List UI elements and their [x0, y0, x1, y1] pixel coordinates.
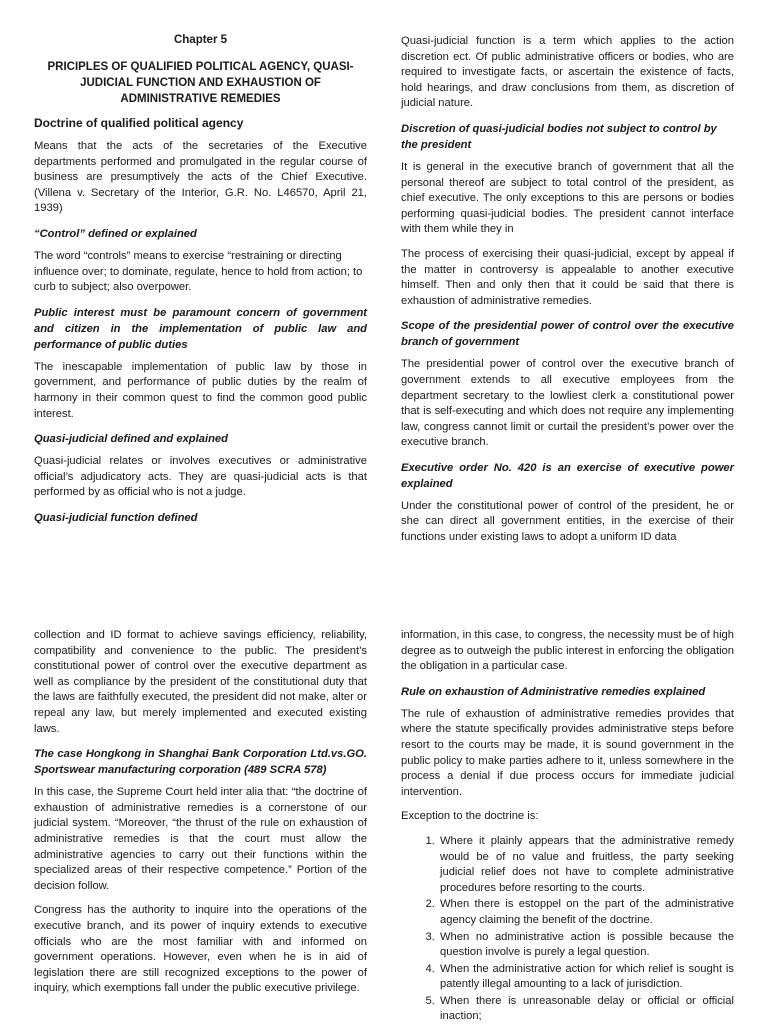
paragraph-rule-exhaustion: The rule of exhaustion of administrative remedies provides that where the statute specifically provides administrative steps before resort to the courts may be made, it is sound government in the public policy to make parties adhere to it, unless somewhere in the process a denial if due process occurs for immediate judicial intervention.	[401, 707, 734, 798]
paragraph-process: The process of exercising their quasi-judicial, except by appeal if the matter in controversy is appealable to another executive himself. Then and only then that it could be said that there is exhaustion of administrative remedies.	[401, 247, 734, 307]
left-column	[34, 628, 367, 1006]
page-gap	[0, 600, 768, 622]
heading-quasi-judicial: Quasi-judicial defined and explained	[34, 433, 228, 446]
heading-control: “Control” defined or explained	[34, 227, 197, 240]
left-column	[34, 34, 367, 533]
heading-public-interest: Public interest must be paramount concern of government and citizen in the implementation of public law and performance of public duties	[34, 306, 367, 351]
list-item: 1. Where it plainly appears that the administrative remedy would be of no value and fruitless, the party seeking judicial relief does not have to complete administrative procedures before resorting to the courts.	[438, 834, 734, 896]
paragraph-discretion: It is general in the executive branch of government that all the personal thereof are subject to total control of the president, as chief executive. The only exceptions to this are persons or bodies performing quasi-judicial bodies. The president cannot interface with them while they in	[401, 160, 734, 236]
paragraph-qj-function: Quasi-judicial function is a term which applies to the action discretion ect. Of public administrative officers or bodies, who are required to investigate facts, or ascertain the existence of facts, hold hearings, and draw conclusions from them, as discretion of judicial nature.	[401, 35, 734, 110]
list-item: 3. When no administrative action is possible because the question involve is purely a legal question.	[438, 930, 734, 961]
right-column	[401, 34, 734, 555]
list-item: 4. When the administrative action for which relief is sought is patently illegal amounting to a lack of jurisdiction.	[438, 962, 734, 993]
paragraph-case: In this case, the Supreme Court held inter alia that: “the doctrine of exhaustion of administrative remedies is a cornerstone of our judicial system. “Moreover, “the thrust of the rule on exhaustion of administrative remedies is that the court must allow the administrative agencies to carry out their functions within the specialized areas of their respective competence.” Portion of the decision follow.	[34, 786, 367, 892]
section-heading-doctrine: Doctrine of qualified political agency	[34, 116, 244, 130]
list-item: 2. When there is estoppel on the part of the administrative agency claiming the benefit of the doctrine.	[438, 897, 734, 928]
document-page-bottom	[0, 622, 768, 1024]
chapter-title: PRICIPLES OF QUALIFIED POLITICAL AGENCY, QUASI-JUDICIAL FUNCTION AND EXHAUSTION OF ADMINISTRATIVE REMEDIES	[47, 61, 354, 105]
paragraph-doctrine: Means that the acts of the secretaries of the Executive departments performed and promulgated in the regular course of business are presumptively the acts of the Chief Executive. (Villena v. Secretary of the Interior, G.R. No. L46570, April 21, 1939)	[34, 140, 367, 215]
paragraph-congress: Congress has the authority to inquire into the operations of the executive branch, and its power of inquiry extends to executive officials who are the most familiar with and informed on government operations. However, even when he is in aid of legislation there are still recognized exceptions to the power of inquiry, which exemptions fall under the public executive privilege.	[34, 904, 367, 995]
paragraph-exception-intro: Exception to the doctrine is:	[401, 810, 539, 823]
heading-scope: Scope of the presidential power of control over the executive branch of government	[401, 320, 734, 349]
heading-executive-order: Executive order No. 420 is an exercise of executive power explained	[401, 461, 734, 490]
paragraph-information: information, in this case, to congress, the necessity must be of high degree as to outweigh the public interest in enforcing the obligation the obligation in a particular case.	[401, 629, 734, 673]
paragraph-quasi-judicial: Quasi-judicial relates or involves executives or administrative official’s adjudicatory acts. They are quasi-judicial acts is that performed by as official who is not a judge.	[34, 455, 367, 499]
list-item: 5. When there is unreasonable delay or official or official inaction;	[438, 994, 734, 1025]
heading-quasi-judicial-function: Quasi-judicial function defined	[34, 511, 198, 524]
paragraph-control: The word “controls” means to exercise “restraining or directing influence over; to dominate, regulate, hence to hold from action; to curb to subject; also overpower.	[34, 249, 363, 294]
paragraph-executive-order: Under the constitutional power of control of the president, he or she can direct all government entities, in the exercise of their functions under existing laws to adopt a uniform ID data	[401, 499, 734, 544]
chapter-label: Chapter 5	[173, 34, 228, 46]
exceptions-list	[401, 834, 734, 1025]
paragraph-public-interest: The inescapable implementation of public law by those in government, and performance of public duties by the realm of harmony in their common quest to find the common good public interest.	[34, 360, 367, 420]
paragraph-continuation: collection and ID format to achieve savings efficiency, reliability, compatibility and convenience to the public. The president’s constitutional power of control over the executive department as well as compliance by the president of the constitutional duty that the laws are faithfully executed, the president did not make, alter or repeal any law, but merely implemented and executed existing laws.	[34, 629, 367, 735]
paragraph-scope: The presidential power of control over the executive branch of government extends to all executive employees from the department secretary to the lowliest clerk a constitutional power that is self-executing and which does not require any implementing law, congress cannot limit or curtail the president’s power over the executive branch.	[401, 358, 734, 449]
heading-rule-exhaustion: Rule on exhaustion of Administrative remedies explained	[401, 685, 706, 698]
heading-discretion: Discretion of quasi-judicial bodies not subject to control by the president	[401, 122, 717, 151]
heading-case: The case Hongkong in Shanghai Bank Corporation Ltd.vs.GO. Sportswear manufacturing corporation (489 SCRA 578)	[34, 748, 367, 777]
right-column	[401, 628, 734, 1026]
